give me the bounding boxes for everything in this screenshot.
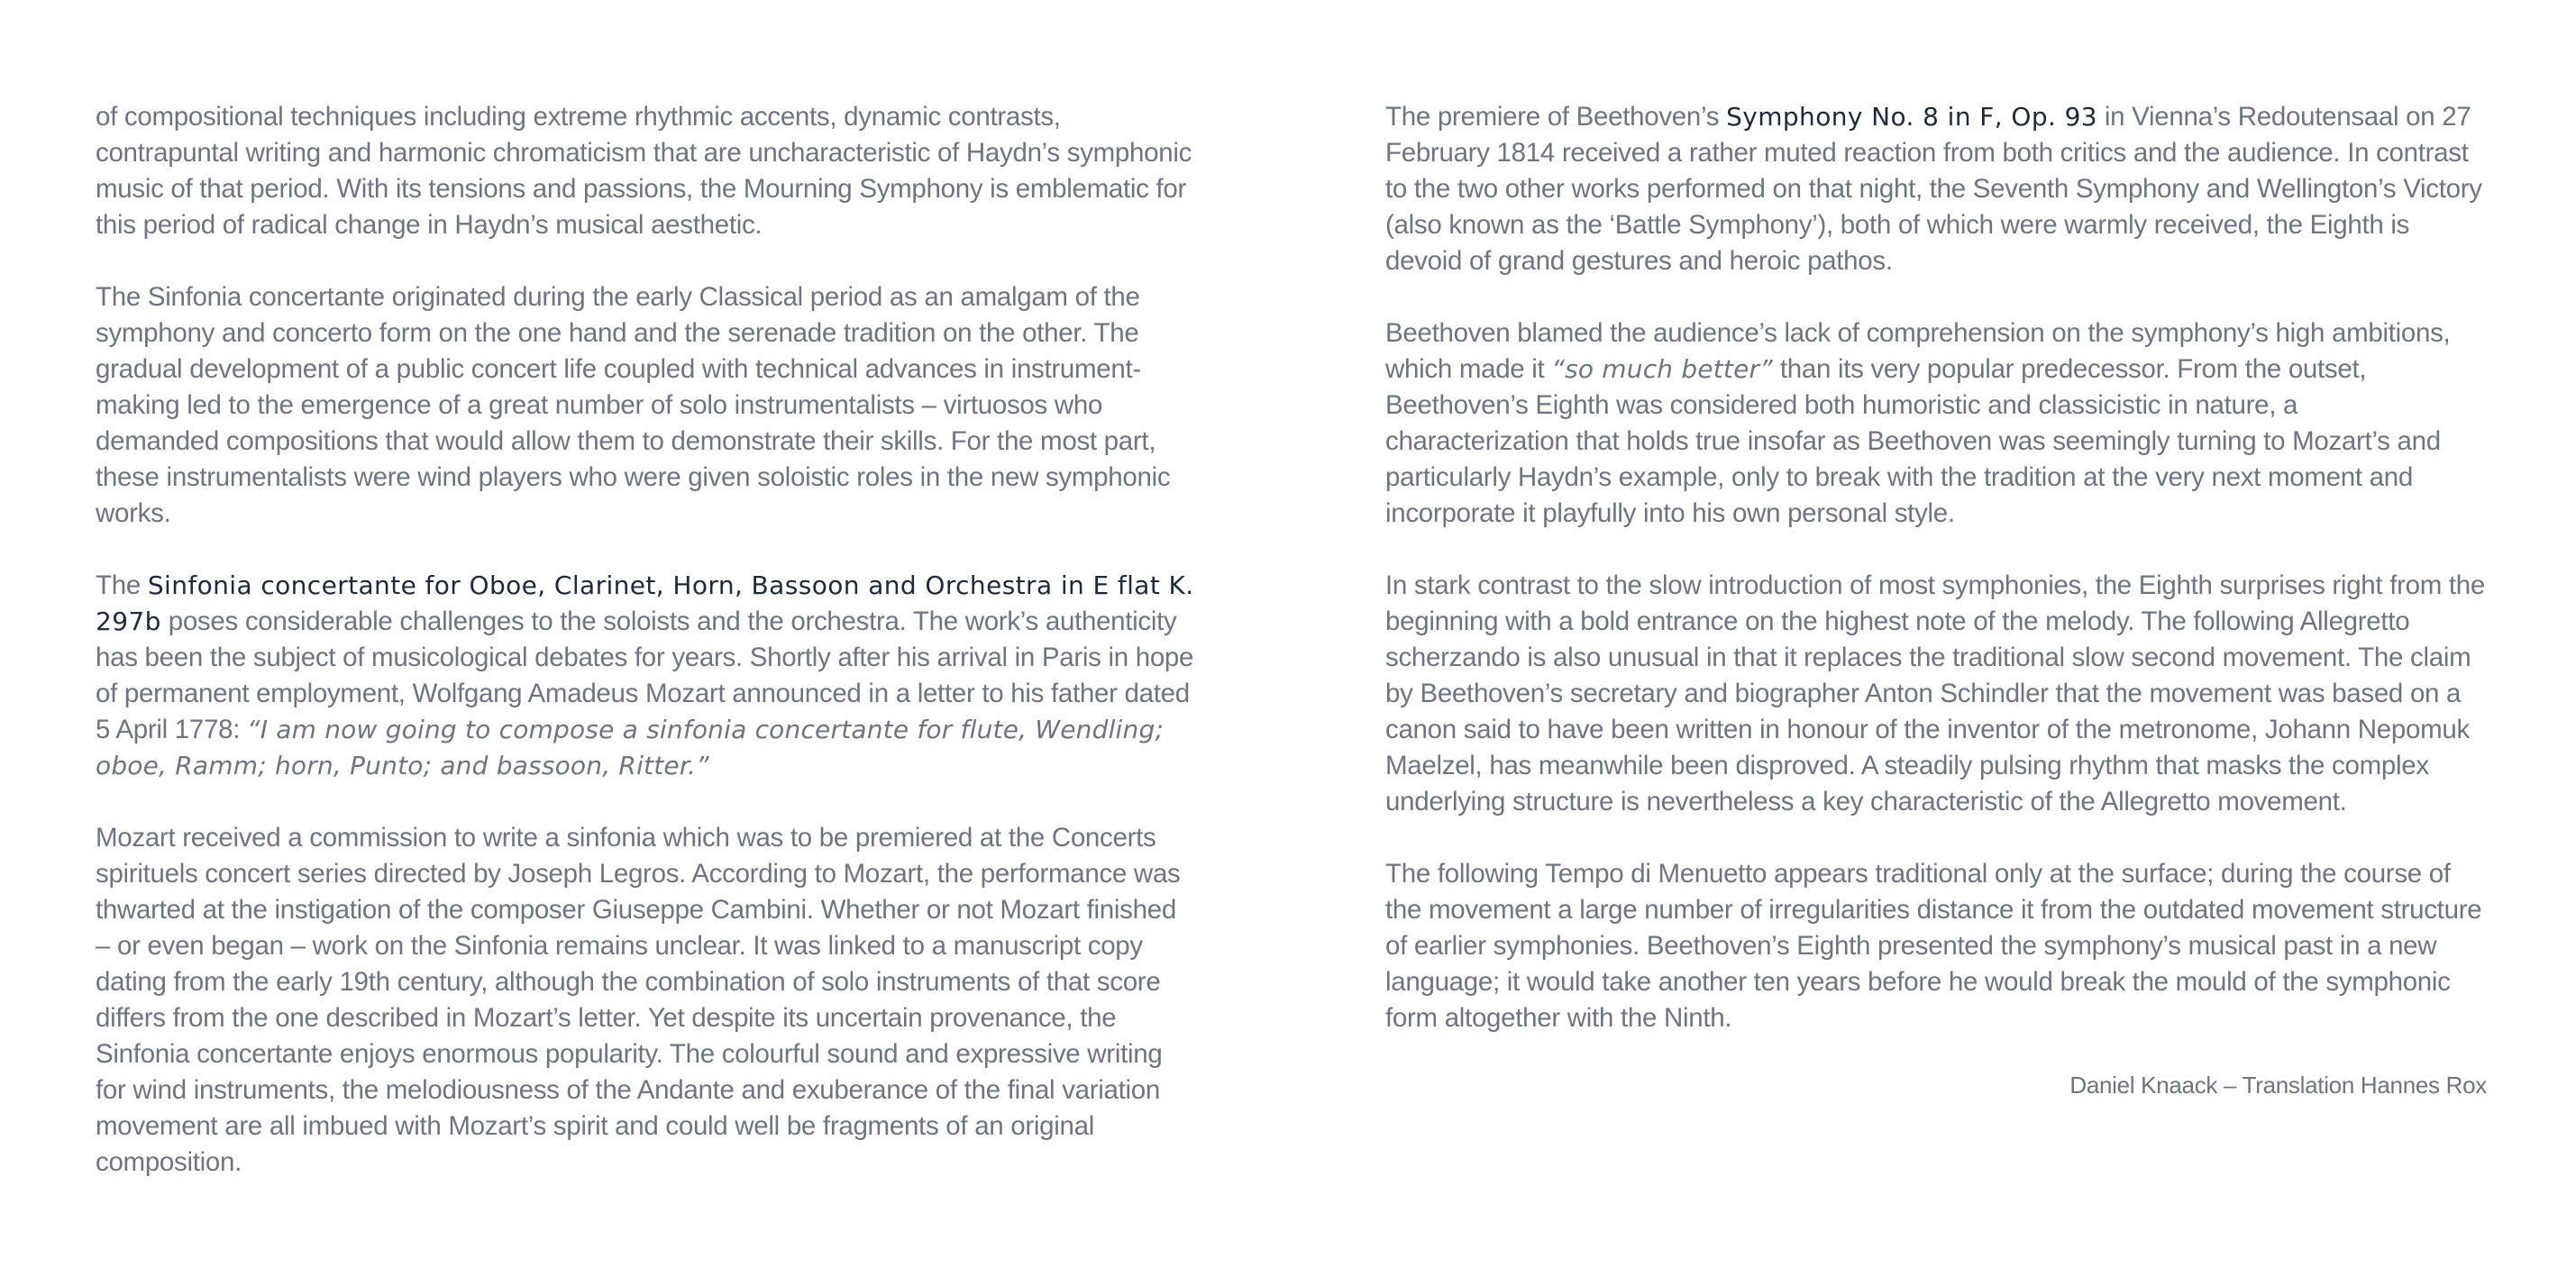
right-p2-intro: Beethoven blamed the audience’s lack of comprehension on the symphony’s high ambitions, which made it (1385, 318, 2451, 384)
author-credit: Daniel Knaack – Translation Hannes Rox (2069, 1072, 2487, 1099)
right-p1-body: in Vienna’s Redoutensaal on 27 February 1814 received a rather muted reaction from both critics and the audience. In contrast to the two other works performed on that night, the Seventh Symphony and Wellington’s Victory (also known as the ‘Battle Symphony’), both of which were warmly received, the Eighth is devoid of grand gestures and heroic pathos. (1385, 102, 2482, 276)
left-paragraph-3 (96, 568, 1197, 784)
left-column (96, 99, 1197, 1217)
left-paragraph-4: Mozart received a commission to write a sinfonia which was to be premiered at the Concerts spirituels concert series directed by Joseph Legros. According to Mozart, the performance was thwarted at the instigation of the composer Giuseppe Cambini. Whether or not Mozart finished – or even began – work on the Sinfonia remains unclear. It was linked to a manuscript copy dating from the early 19th century, although the combination of solo instruments of that score differs from the one described in Mozart’s letter. Yet despite its uncertain provenance, the Sinfonia concertante enjoys enormous popularity. The colourful sound and expressive writing for wind instruments, the melodiousness of the Andante and exuberance of the final variation movement are all imbued with Mozart’s spirit and could well be fragments of an original composition. (96, 823, 1181, 1177)
mozart-letter-quote: “I am now going to compose a sinfonia concertante for flute, Wendling; oboe, Ramm; horn, Punto; and bassoon, Ritter.” (96, 715, 1165, 780)
left-p3-intro: The (96, 570, 148, 600)
right-paragraph-3: In stark contrast to the slow introduction of most symphonies, the Eighth surprises right from the beginning with a bold entrance on the highest note of the melody. The following Allegretto scherzando is also unusual in that it replaces the traditional slow second movement. The claim by Beethoven’s secretary and biographer Anton Schindler that the movement was based on a canon said to have been written in honour of the inventor of the metronome, Johann Nepomuk Maelzel, has meanwhile been disproved. A steadily pulsing rhythm that masks the complex underlying structure is nevertheless a key characteristic of the Allegretto movement. (1385, 570, 2486, 816)
work-title-sinfonia-concertante: Sinfonia concertante for Oboe, Clarinet, Horn, Bassoon and Orchestra in E flat K. 297b (96, 570, 1194, 636)
work-title-symphony-8: Symphony No. 8 in F, Op. 93 (1726, 102, 2098, 132)
right-paragraph-1 (1385, 99, 2487, 279)
right-paragraph-2 (1385, 315, 2487, 532)
left-p3-body: poses considerable challenges to the soloists and the orchestra. The work’s authenticity has been the subject of musicological debates for years. Shortly after his arrival in Paris in hope of permanent employment, Wolfgang Amadeus Mozart announced in a letter to his father dated 5 April 1778: (96, 607, 1194, 744)
beethoven-quote: “so much better” (1551, 354, 1773, 384)
left-paragraph-2: The Sinfonia concertante originated during the early Classical period as an amalgam of the symphony and concerto form on the one hand and the serenade tradition on the other. The gradual development of a public concert life coupled with technical advances in instrument-making led to the emergence of a great number of solo instrumentalists – virtuosos who demanded compositions that would allow them to demonstrate their skills. For the most part, these instrumentalists were wind players who were given soloistic roles in the new symphonic works. (96, 282, 1171, 528)
right-p2-body: than its very popular predecessor. From the outset, Beethoven’s Eighth was considered both humoristic and classicistic in nature, a characterization that holds true insofar as Beethoven was seemingly turning to Mozart’s and particularly Haydn’s example, only to break with the tradition at the very next moment and incorporate it playfully into his own personal style. (1385, 354, 2441, 528)
left-paragraph-1: of compositional techniques including extreme rhythmic accents, dynamic contrasts, contrapuntal writing and harmonic chromaticism that are uncharacteristic of Haydn’s symphonic music of that period. With its tensions and passions, the Mourning Symphony is emblematic for this period of radical change in Haydn’s musical aesthetic. (96, 102, 1192, 240)
right-p1-intro: The premiere of Beethoven’s (1385, 102, 1727, 132)
right-column (1385, 99, 2487, 1139)
right-paragraph-4: The following Tempo di Menuetto appears traditional only at the surface; during the course of the movement a large number of irregularities distance it from the outdated movement structure of earlier symphonies. Beethoven’s Eighth presented the symphony’s musical past in a new language; it would take another ten years before he would break the mould of the symphonic form altogether with the Ninth. (1385, 859, 2482, 1033)
